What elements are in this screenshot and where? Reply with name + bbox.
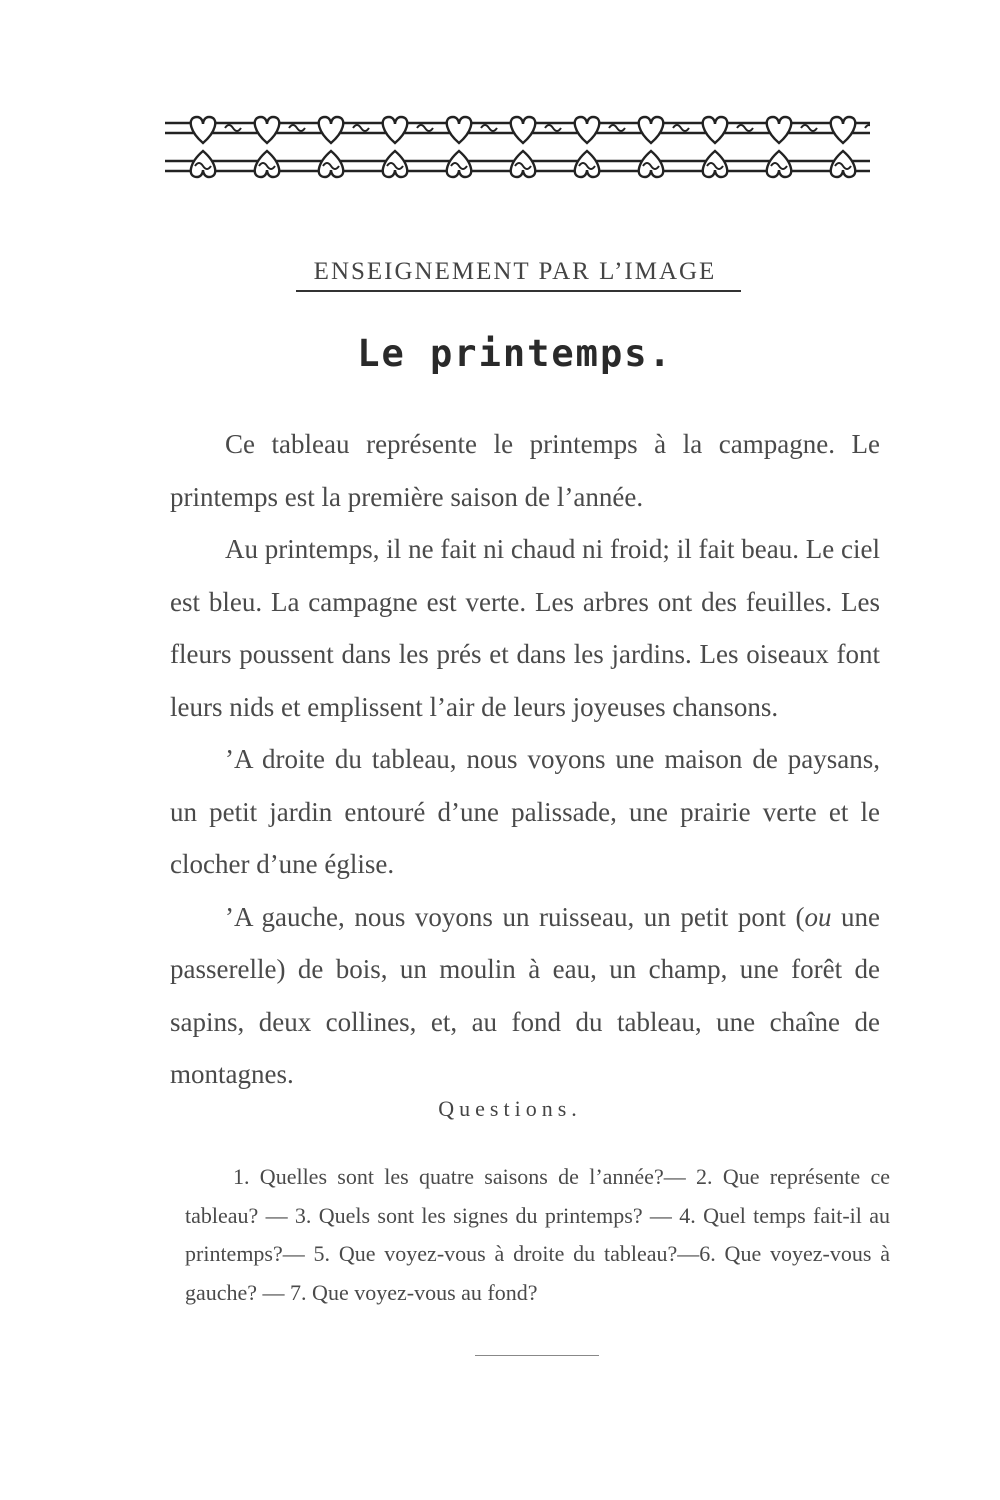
decorative-border-ornament — [165, 103, 870, 183]
paragraph-right-side: ’A droite du tableau, nous voyons une maison de paysans, un petit jardin entouré d’une palissade, une prairie verte et le clocher d’une église. — [170, 744, 880, 879]
paragraph-intro: Ce tableau représente le printemps à la campagne. Le printemps est la première saison de l’année. — [170, 429, 880, 512]
end-divider — [475, 1355, 599, 1356]
body-text — [170, 418, 880, 1101]
questions-heading: Questions. — [438, 1096, 582, 1121]
paragraph-left-side-italic: ou — [804, 901, 832, 932]
page-title: Le printemps. — [357, 332, 673, 375]
paragraph-left-side-start: ’A gauche, nous voyons un ruisseau, un petit pont ( — [225, 901, 805, 932]
paragraph-weather: Au printemps, il ne fait ni chaud ni froid; il fait beau. Le ciel est bleu. La campagne est verte. Les arbres ont des feuilles. Les fleurs poussent dans les prés et dans les jardins. Les oiseaux font leurs nids et emplissent l’air de leurs joyeuses chansons. — [170, 534, 880, 722]
questions-text: 1. Quelles sont les quatre saisons de l’année?— 2. Que représente ce tableau? — 3. Quels sont les signes du printemps? — 4. Quel temps fait-il au printemps?— 5. Que voyez-vous à droite du tableau?—6. Que voyez-vous à gauche? — 7. Que voyez-vous au fond? — [185, 1164, 890, 1305]
section-heading: ENSEIGNEMENT PAR L’IMAGE — [313, 258, 717, 285]
paragraph-left-side-end: une passerelle) de bois, un moulin à eau, un champ, une forêt de sapins, deux collines, et, au fond du tableau, une chaîne de montagnes. — [170, 901, 880, 1089]
paragraph-left-side — [170, 891, 880, 1101]
section-heading-underline — [296, 290, 741, 292]
